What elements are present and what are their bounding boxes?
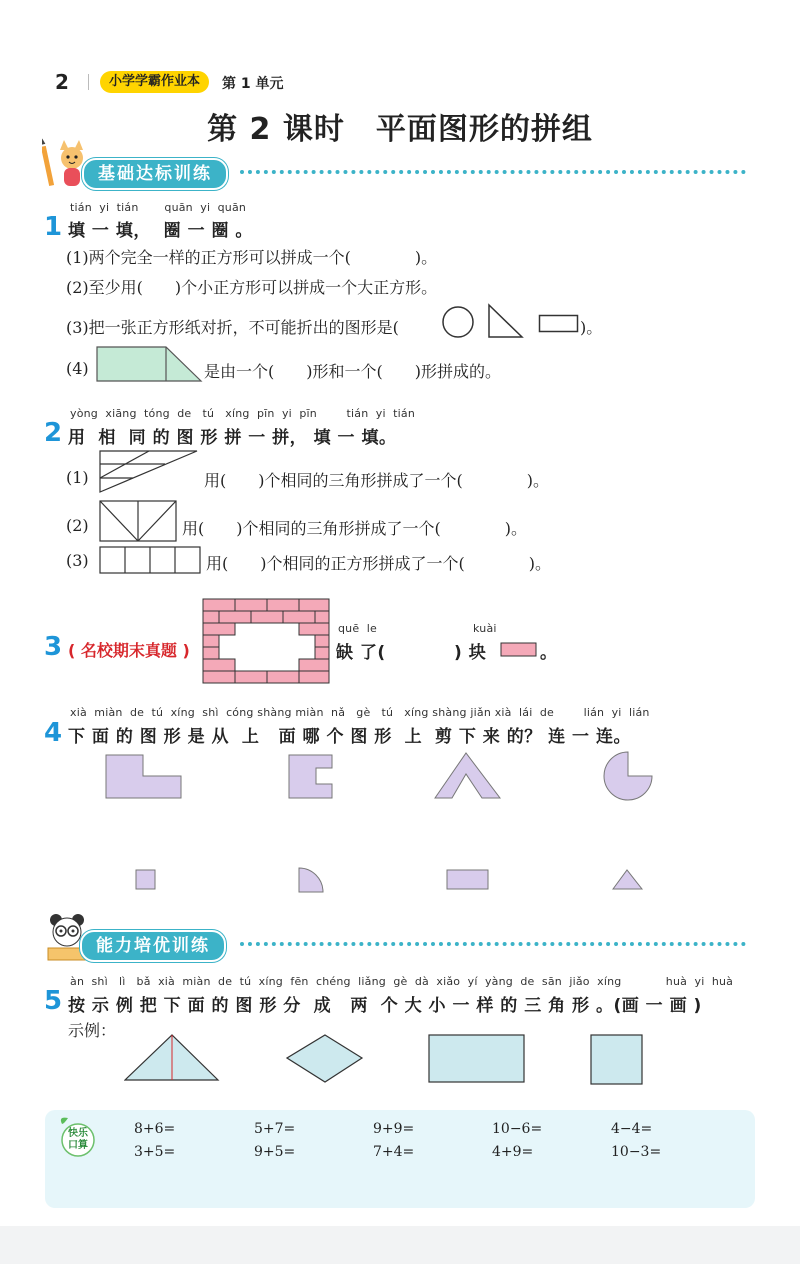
four-squares-figure [99, 546, 203, 576]
three-quarter-circle-figure[interactable] [602, 750, 654, 802]
q2-item-2-text: 用( )个相同的三角形拼成了一个( )。 [182, 519, 527, 538]
q4-pinyin: xià miàn de tú xíng shì cóng shàng miàn nǎ gè tú xíng shàng jiǎn xià lái de lián yi lián [70, 706, 650, 719]
q1-item-1: (1)两个完全一样的正方形可以拼成一个( )。 [66, 248, 438, 267]
calc-item: 5+7= [254, 1121, 296, 1137]
question-number-4: 4 [44, 718, 63, 748]
question-number-1: 1 [44, 212, 63, 242]
four-triangles-figure [99, 500, 179, 544]
section-divider-dots [240, 942, 746, 946]
series-badge: 小学学霸作业本 [100, 71, 209, 93]
exam-source-tag: ( 名校期末真题 ) [68, 641, 190, 660]
q2-item-3-label: (3) [66, 551, 89, 570]
q1-item-3: (3)把一张正方形纸对折，不可能折出的图形是( [66, 318, 399, 337]
q3-pinyin: quē le kuài [338, 622, 497, 635]
section-banner-advanced: 能力培优训练 [80, 930, 226, 962]
notched-triangle-figure[interactable] [434, 752, 502, 800]
brick-wall-figure [202, 598, 332, 684]
unit-label: 第 1 单元 [222, 76, 284, 92]
q1-item-4-label: (4) [66, 359, 89, 378]
q1-item-3-end: )。 [580, 318, 603, 337]
three-triangles-figure [99, 450, 199, 494]
notched-square-figure[interactable] [288, 754, 334, 800]
q1-item-4-text: 是由一个( )形和一个( )形拼成的。 [204, 362, 501, 381]
quarter-circle-piece[interactable] [298, 867, 324, 893]
rhombus-figure[interactable] [286, 1034, 364, 1084]
q1-item-2: (2)至少用( )个小正方形可以拼成一个大正方形。 [66, 278, 438, 297]
q3-text-c: 。 [540, 643, 558, 663]
example-triangle-figure [124, 1034, 220, 1082]
q2-item-1-label: (1) [66, 468, 89, 487]
header-divider [88, 74, 89, 90]
lesson-title: 第 2 课时 平面图形的拼组 [207, 112, 593, 147]
single-brick-icon [500, 642, 538, 658]
mental-math-badge-label: 快乐口算 [68, 1128, 88, 1151]
square-figure[interactable] [590, 1034, 644, 1086]
small-square-piece[interactable] [135, 869, 157, 891]
triangle-option-icon[interactable] [486, 302, 526, 340]
example-label: 示例： [68, 1021, 117, 1040]
cat-mascot-icon [42, 138, 88, 192]
q5-pinyin: àn shì lì bǎ xià miàn de tú xíng fēn chéng liǎng gè dà xiǎo yí yàng de sān jiǎo xíng huà yi huà [70, 975, 734, 988]
section-divider-dots [240, 170, 746, 174]
q2-instruction: 用 相 同 的 图 形 拼 一 拼， 填 一 填。 [68, 428, 397, 448]
calc-item: 10−3= [611, 1144, 662, 1160]
q2-item-1-text: 用( )个相同的三角形拼成了一个( )。 [204, 471, 549, 490]
q2-item-2-label: (2) [66, 516, 89, 535]
small-rectangle-piece[interactable] [446, 869, 490, 891]
small-triangle-piece[interactable] [612, 869, 644, 891]
q5-instruction: 按 示 例 把 下 面 的 图 形 分 成 两 个 大 小 一 样 的 三 角 形 。(画 一 画 ) [68, 996, 702, 1016]
q2-item-3-text: 用( )个相同的正方形拼成了一个( )。 [206, 554, 551, 573]
page-number: 2 [55, 70, 69, 94]
calc-item: 10−6= [492, 1121, 543, 1137]
l-shape-figure[interactable] [105, 754, 183, 800]
calc-item: 7+4= [373, 1144, 415, 1160]
rectangle-option-icon[interactable] [538, 314, 580, 334]
q3-text-a: 缺 了( [336, 643, 386, 663]
calc-item: 4+9= [492, 1144, 534, 1160]
calc-item: 9+9= [373, 1121, 415, 1137]
q2-pinyin: yòng xiāng tóng de tú xíng pīn yi pīn tián yi tián [70, 407, 416, 420]
question-number-2: 2 [44, 418, 63, 448]
calc-item: 9+5= [254, 1144, 296, 1160]
calc-item: 4−4= [611, 1121, 653, 1137]
circle-option-icon[interactable] [440, 304, 476, 340]
rectangle-figure[interactable] [428, 1034, 526, 1084]
rectangle-triangle-composite-figure [96, 346, 204, 382]
q3-text-b: ) 块 [454, 643, 487, 663]
calc-item: 3+5= [134, 1144, 176, 1160]
calc-item: 8+6= [134, 1121, 176, 1137]
q1-instruction: 填 一 填， 圈 一 圈 。 [68, 221, 253, 241]
question-number-5: 5 [44, 986, 63, 1016]
section-banner-basic: 基础达标训练 [82, 158, 228, 190]
question-number-3: 3 [44, 632, 63, 662]
q4-instruction: 下 面 的 图 形 是 从 上 面 哪 个 图 形 上 剪 下 来 的？ 连 一 连。 [68, 727, 631, 747]
footer-band [0, 1226, 800, 1264]
q1-pinyin: tián yi tián quān yi quān [70, 201, 247, 214]
